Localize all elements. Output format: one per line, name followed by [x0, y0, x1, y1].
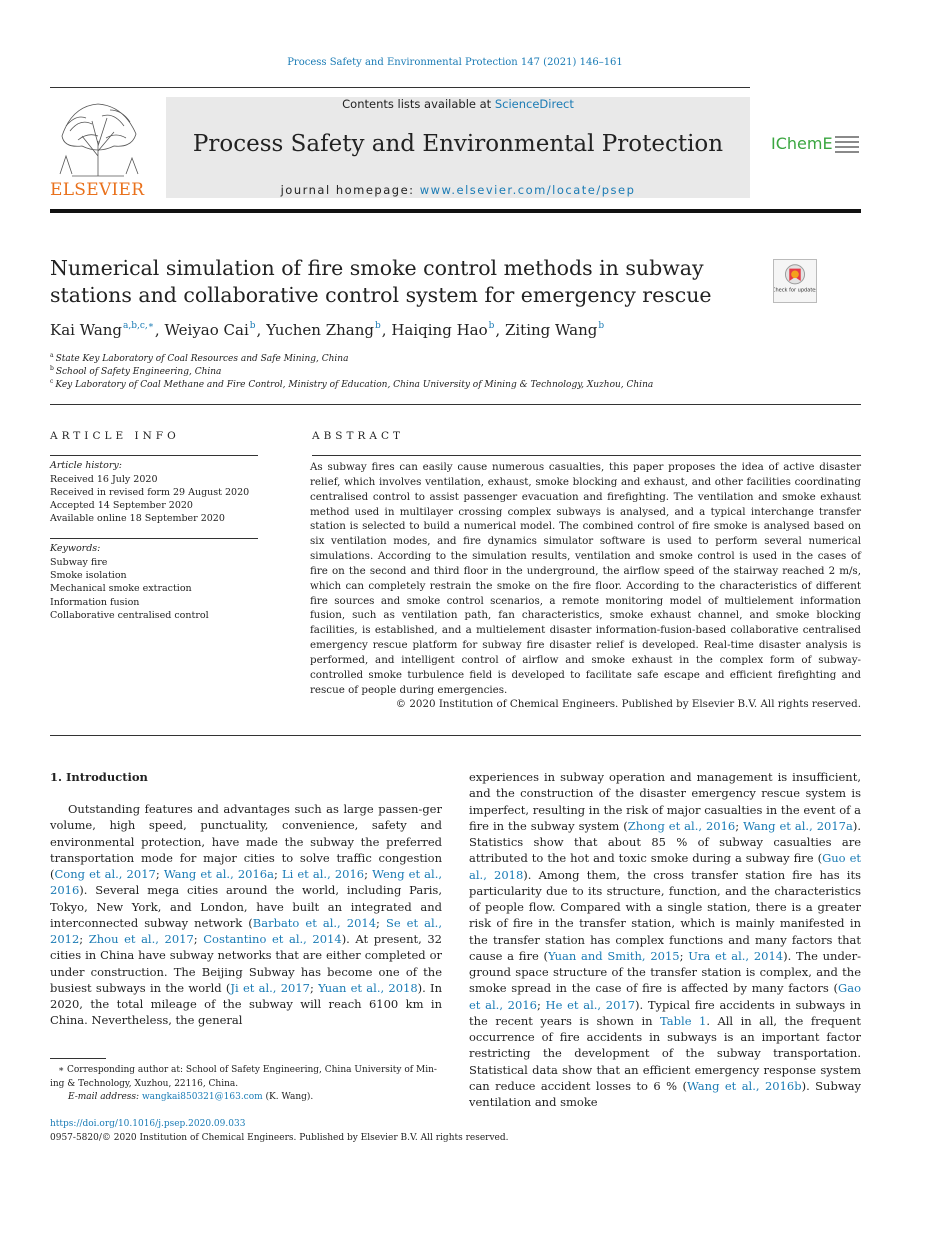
citation-link[interactable]: Barbato et al., 2014 [252, 915, 377, 930]
author-name: Haiqing Hao [391, 321, 488, 339]
icheme-logo-text: IChemE [771, 134, 833, 153]
corresponding-author-footnote [50, 1064, 442, 1105]
keyword: Smoke isolation [50, 570, 127, 581]
body-text-run: ; [155, 867, 164, 881]
citation-link[interactable]: Gao et al., 2016 [469, 981, 861, 1012]
citation-link[interactable]: Wang et al., 2016b [686, 1078, 802, 1093]
journal-citation-link[interactable]: Process Safety and Environmental Protection 147 (2021) 146–161 [287, 57, 623, 68]
citation-link[interactable]: Wang et al., 2017a [743, 818, 853, 833]
affiliation-text: State Key Laboratory of Coal Resources and Safe Mining, China [55, 354, 349, 364]
body-text-run: ). Statistics show that about 85 % of subway casualties are attributed to the hot and toxic smoke during a subway fire ( [469, 818, 861, 866]
citation-link[interactable]: Zhong et al., 2016 [627, 818, 736, 833]
affiliation-b [50, 365, 850, 377]
body-text-run: ; [364, 867, 373, 881]
affiliation-marker: a [50, 352, 54, 359]
article-history-label: Article history: [50, 460, 122, 471]
author-name: Yuchen Zhang [266, 321, 375, 339]
body-text-run: ). At present, 32 cities in China have subway networks that are either completed or under construction. The Beijing Subway has become one of the busiest subways in the world ( [50, 932, 442, 995]
corresponding-author-note: ∗ Corresponding author at: School of Safety Engineering, China University of Min-ing & Technology, Xuzhou, 22116, China. [50, 1065, 437, 1089]
body-text-run: ; [79, 932, 89, 946]
author-name: Ziting Wang [504, 321, 598, 339]
citation-link[interactable]: Cong et al., 2017 [54, 867, 156, 881]
author-name: Weiyao Cai [164, 321, 249, 339]
article-title: Numerical simulation of fire smoke control methods in subway stations and collaborative control system for emergency rescue [50, 256, 712, 307]
author-affiliation-marker[interactable]: b [598, 321, 605, 331]
keywords-divider [50, 538, 258, 539]
header-divider [50, 87, 750, 88]
body-text-run: ; [193, 932, 204, 946]
history-accepted: Accepted 14 September 2020 [50, 500, 193, 511]
journal-title: Process Safety and Environmental Protection [192, 131, 724, 157]
journal-homepage-link[interactable]: www.elsevier.com/locate/psep [419, 183, 636, 197]
footnote-divider [50, 1058, 106, 1059]
email-line [50, 1091, 442, 1105]
journal-banner [166, 97, 750, 198]
keyword: Subway fire [50, 557, 108, 568]
body-text-run: . All in all, the frequent occurrence of fire accidents in subways is an important factor restricting the development of the subway transportation. Statistical data show that an efficient emergency response system can reduce accident losses to 6 % ( [469, 1013, 861, 1093]
abstract-divider [312, 455, 861, 456]
body-text-right-column [469, 769, 861, 1110]
body-text-run: ). Typical fire accidents in subways in the recent years is shown in [469, 997, 861, 1028]
citation-link[interactable]: Ji et al., 2017 [230, 980, 310, 995]
body-text-run: ; [679, 948, 689, 963]
abstract-copyright: © 2020 Institution of Chemical Engineers. Published by Elsevier B.V. All rights reserved. [395, 698, 861, 710]
body-text-run: ). The under-ground space structure of the transfer station is complex, and the smoke spread in the case of fire is affected by many factors ( [469, 948, 861, 996]
citation-link[interactable]: Yuan et al., 2018 [318, 980, 418, 995]
sciencedirect-link[interactable]: ScienceDirect [494, 97, 574, 111]
citation-link[interactable]: Guo et al., 2018 [469, 851, 861, 882]
body-text-run: ; [735, 818, 744, 833]
check-for-updates-badge[interactable] [773, 259, 817, 303]
body-text-run: Outstanding features and advantages such as large passen-ger volume, high speed, punctuality, convenience, safety and environmental protection, have made the subway the preferred transportation mode for major cities to solve traffic congestion ( [50, 802, 442, 881]
email-label: E-mail address: [68, 1092, 142, 1102]
affiliation-text: Key Laboratory of Coal Methane and Fire Control, Ministry of Education, China University of Mining & Technology, Xuzhou, China [55, 380, 654, 390]
citation-link[interactable]: Ura et al., 2014 [688, 948, 784, 963]
citation-link[interactable]: Se et al., 2012 [50, 915, 442, 946]
elsevier-wordmark: ELSEVIER [50, 180, 145, 200]
citation-link[interactable]: Table 1 [660, 1013, 707, 1028]
abstract-text: As subway fires can easily cause numerous casualties, this paper proposes the idea of active disaster relief, which involves ventilation, exhaust, smoke blocking and exhaust, and other facilities coordinating centralised control to assist passenger evacuation and firefighting. The ventilation and smoke exhaust method used in multilayer crossing complex subways is analysed, and a typical interchange transfer station is selected to build a numerical model. The combined control of fire smoke is analysed based on six ventilation modes, and fire dynamics simulator software is used to perform several numerical simulations. According to the simulation results, ventilation and smoke control is used in the cases of fire on the second and third floor in the underground, the airflow speed of the stairway reached 2 m/s, which can completely restrain the smoke on the fire floor. According to the characteristics of different fire sources and smoke control scenarios, a remote monitoring model of multielement information fusion, such as ventilation path, fan characteristics, smoke exhaust channel, and smoke blocking facilities, is established, and a multielement disaster information-fusion-based collaborative centralised emergency rescue platform for subway fire disaster relief is developed. Real-time disaster analysis is performed, and intelligent control of airflow and smoke exhaust in the complex form of subway-controlled smoke turbulence field is developed to facilitate safe escape and efficient firefighting and rescue of people during emergencies. [310, 461, 861, 696]
citation-link[interactable]: Li et al., 2016 [281, 867, 365, 881]
elsevier-tree-icon [52, 96, 144, 178]
body-text-left-column [50, 801, 442, 1029]
affiliation-marker: b [50, 365, 54, 372]
body-text-run: experiences in subway operation and management is insufficient, and the construction of the disaster emergency rescue system is imperfect, resulting in the risk of major casualties in the event of a fire in the subway system ( [469, 770, 861, 833]
article-info-divider [50, 455, 258, 456]
issn-copyright: 0957-5820/© 2020 Institution of Chemical Engineers. Published by Elsevier B.V. All rights reserved. [50, 1133, 509, 1143]
keyword: Collaborative centralised control [50, 610, 209, 621]
crossmark-icon [774, 260, 816, 302]
citation-link[interactable]: Weng et al., 2016 [50, 867, 443, 898]
keyword: Mechanical smoke extraction [50, 583, 192, 594]
section-divider [50, 404, 861, 405]
author-list: Kai Wang$^{a,b,c,∗}$, Weiyao Cai$^b$, Yuchen Zhang$^b$, Haiqing Hao$^b$, Ziting Wang$^b$ [50, 321, 605, 339]
keywords-label: Keywords: [50, 543, 101, 554]
body-text-run: ). Among them, the cross transfer station fire has its particularity due to its structure, function, and the characteristics of people flow. Compared with a single station, there is a greater risk of fire in the transfer station, which is mainly manifested in the transfer station has complex functions and many factors that cause a fire ( [469, 867, 861, 963]
author-email-link[interactable]: wangkai850321@163.com [141, 1092, 263, 1102]
article-info-heading: ARTICLE INFO [50, 430, 180, 442]
doi-link[interactable]: https://doi.org/10.1016/j.psep.2020.09.033 [50, 1119, 246, 1129]
citation-link[interactable]: Zhou et al., 2017 [88, 932, 194, 946]
body-text-run: ; [309, 980, 319, 995]
contents-line [166, 97, 750, 111]
author-affiliation-marker[interactable]: a,b,c,∗ [123, 321, 154, 331]
author-affiliation-marker[interactable]: b [488, 321, 495, 331]
citation-link[interactable]: Yuan and Smith, 2015 [548, 948, 680, 963]
history-revised: Received in revised form 29 August 2020 [50, 487, 250, 498]
body-text-run: ). In 2020, the total mileage of the subway will reach 6100 km in China. Nevertheless, the general [50, 980, 442, 1028]
elsevier-logo[interactable] [50, 96, 146, 200]
header-thick-divider [50, 209, 861, 213]
affiliation-marker: c [50, 378, 54, 385]
history-online: Available online 18 September 2020 [50, 513, 225, 524]
crossmark-label: Check for updates [774, 287, 816, 294]
section-divider [50, 735, 861, 736]
author-affiliation-marker[interactable]: b [249, 321, 256, 331]
history-received: Received 16 July 2020 [50, 474, 158, 485]
author-name: Kai Wang [50, 321, 123, 339]
journal-homepage-line [166, 183, 750, 197]
author-affiliation-marker[interactable]: b [375, 321, 381, 331]
affiliation-a [50, 352, 850, 364]
email-suffix: (K. Wang). [262, 1092, 314, 1102]
keyword: Information fusion [50, 597, 140, 608]
citation-link[interactable]: Wang et al., 2016a [163, 867, 274, 881]
affiliation-c [50, 378, 850, 390]
citation-link[interactable]: He et al., 2017 [545, 997, 636, 1012]
citation-link[interactable]: Costantino et al., 2014 [203, 932, 342, 946]
contents-prefix: Contents lists available at [342, 97, 495, 111]
body-text-run: ; [376, 915, 386, 930]
body-text-run: ). Several mega cities around the world, including Paris, Tokyo, New York, and London, have built an integrated and interconnected subway network ( [50, 883, 442, 930]
body-text-run: ; [273, 867, 282, 881]
affiliation-text: School of Safety Engineering, China [55, 367, 222, 377]
icheme-logo[interactable] [771, 132, 863, 156]
body-text-run: ). Subway ventilation and smoke [469, 1078, 862, 1109]
abstract-heading: ABSTRACT [312, 430, 405, 442]
homepage-prefix: journal homepage: [280, 183, 420, 197]
body-text-run: ; [536, 997, 546, 1012]
section-heading-introduction: 1. Introduction [50, 770, 148, 784]
